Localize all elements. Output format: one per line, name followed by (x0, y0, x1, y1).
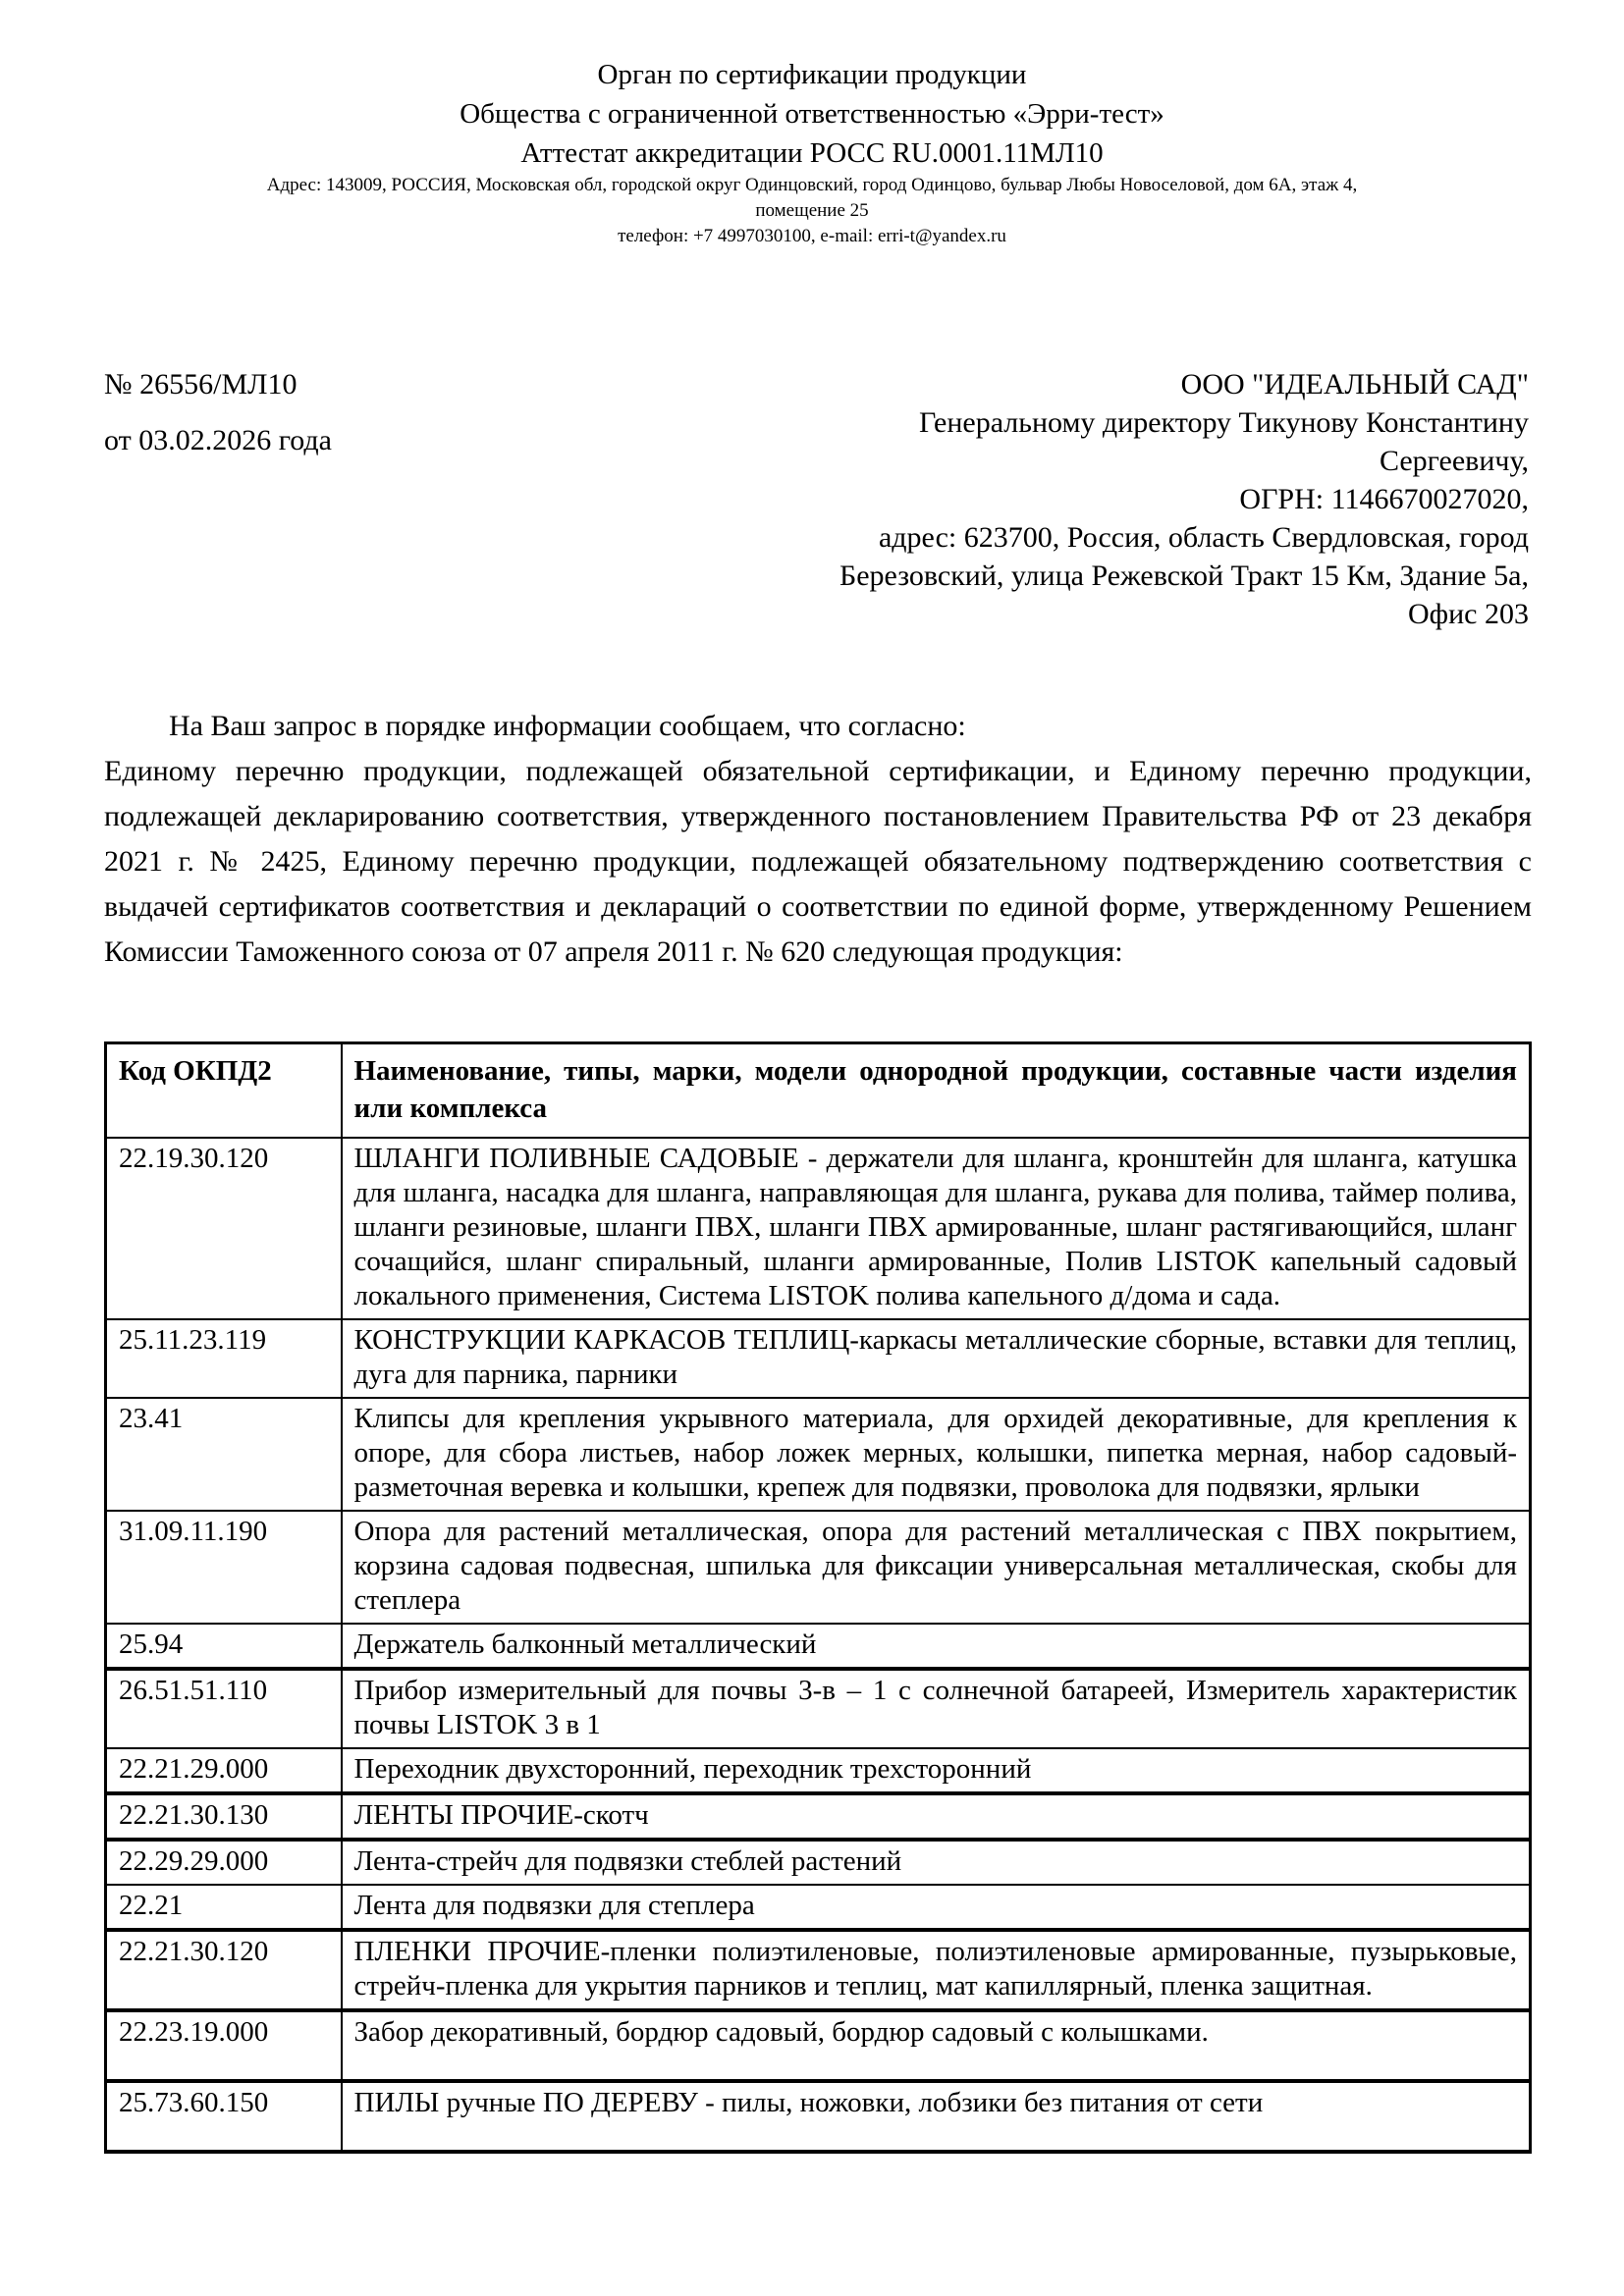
product-description: Опора для растений металлическая, опора для растений металлическая с ПВХ покрытием, корзина садовая подвесная, шпилька для фиксации универсальная металлическая, скобы для степлера (342, 1511, 1531, 1624)
table-row (106, 2010, 1531, 2081)
addressee-block (839, 365, 1529, 633)
column-header-okpd-code: Код ОКПД2 (106, 1043, 342, 1139)
okpd-code: 31.09.11.190 (106, 1511, 342, 1624)
table-header-row (106, 1043, 1531, 1139)
table-row (106, 1885, 1531, 1930)
table-row (106, 1840, 1531, 1885)
org-name-line-2: Общества с ограниченной ответственностью «Эрри-тест» (460, 98, 1164, 130)
product-description: Лента-стрейч для подвязки стеблей растений (342, 1840, 1531, 1885)
product-description: Прибор измерительный для почвы 3-в – 1 с солнечной батареей, Измеритель характеристик почвы LISTOK 3 в 1 (342, 1669, 1531, 1748)
product-description: Клипсы для крепления укрывного материала, для орхидей декоративные, для крепления к опоре, для сбора листьев, набор ложек мерных, колышки, пипетка мерная, набор садовый-разметочная веревка и колышки, крепеж для подвязки, проволока для подвязки, ярлыки (342, 1398, 1531, 1511)
okpd-code: 22.21.29.000 (106, 1748, 342, 1793)
okpd-table-body (106, 1138, 1531, 2152)
okpd-products-table (104, 1041, 1532, 2154)
addressee-line: ООО "ИДЕАЛЬНЫЙ САД" (1180, 368, 1529, 400)
table-row (106, 1748, 1531, 1793)
table-row (106, 1930, 1531, 2010)
table-row (106, 1138, 1531, 1319)
letter-number: № 26556/МЛ10 (104, 368, 298, 400)
intro-sentence: На Ваш запрос в порядке информации сообщаем, что согласно: (169, 710, 966, 742)
okpd-code: 26.51.51.110 (106, 1669, 342, 1748)
table-row (106, 1511, 1531, 1624)
table-row (106, 1669, 1531, 1748)
product-description: Переходник двухсторонний, переходник трехсторонний (342, 1748, 1531, 1793)
okpd-code: 22.21 (106, 1885, 342, 1930)
table-row (106, 1398, 1531, 1511)
addressee-line: адрес: 623700, Россия, область Свердловская, город (878, 521, 1529, 554)
product-description: ПЛЕНКИ ПРОЧИЕ-пленки полиэтиленовые, полиэтиленовые армированные, пузырьковые, стрейч-пленка для укрытия парников и теплиц, мат капиллярный, пленка защитная. (342, 1930, 1531, 2010)
letter-date: от 03.02.2026 года (104, 424, 332, 456)
table-row (106, 2081, 1531, 2152)
table-row (106, 1793, 1531, 1840)
column-header-product-name: Наименование, типы, марки, модели однородной продукции, составные части изделия или комплекса (342, 1043, 1531, 1139)
product-description: ПИЛЫ ручные ПО ДЕРЕВУ - пилы, ножовки, лобзики без питания от сети (342, 2081, 1531, 2152)
main-paragraph: Единому перечню продукции, подлежащей обязательной сертификации, и Единому перечню продукции, подлежащей декларированию соответствия, утвержденного постановлением Правительства РФ от 23 декабря 2021 г. № 2425, Единому перечню продукции, подлежащей обязательному подтверждению соответствия с выдачей сертификатов соответствия и деклараций о соответствии по единой форме, утвержденному Решением Комиссии Таможенного союза от 07 апреля 2011 г. № 620 следующая продукция: (104, 755, 1532, 968)
addressee-line: Сергеевичу, (1379, 445, 1529, 477)
product-description: ШЛАНГИ ПОЛИВНЫЕ САДОВЫЕ - держатели для шланга, кронштейн для шланга, катушка для шланга, насадка для шланга, направляющая для шланга, рукава для полива, таймер полива, шланги резиновые, шланги ПВХ, шланги ПВХ армированные, шланг растягивающийся, шланг сочащийся, шланг спиральный, шланги армированные, Полив LISTOK капельный садовый локального применения, Система LISTOK полива капельного д/дома и сада. (342, 1138, 1531, 1319)
addressee-line: ОГРН: 1146670027020, (1239, 483, 1529, 515)
letter-body (104, 704, 1532, 975)
table-row (106, 1319, 1531, 1398)
table-row (106, 1624, 1531, 1669)
org-contact-line: телефон: +7 4997030100, e-mail: erri-t@yandex.ru (618, 226, 1006, 246)
product-description: ЛЕНТЫ ПРОЧИЕ-скотч (342, 1793, 1531, 1840)
okpd-code: 25.94 (106, 1624, 342, 1669)
addressee-line: Генеральному директору Тикунову Константину (918, 406, 1529, 439)
reference-block (104, 365, 332, 460)
org-name-line-1: Орган по сертификации продукции (597, 59, 1027, 90)
okpd-code: 22.21.30.130 (106, 1793, 342, 1840)
okpd-code: 25.73.60.150 (106, 2081, 342, 2152)
okpd-code: 25.11.23.119 (106, 1319, 342, 1398)
reference-and-addressee (0, 365, 1624, 633)
org-address-line-2: помещение 25 (755, 200, 869, 221)
okpd-code: 23.41 (106, 1398, 342, 1511)
okpd-code: 22.29.29.000 (106, 1840, 342, 1885)
okpd-code: 22.21.30.120 (106, 1930, 342, 2010)
okpd-code: 22.19.30.120 (106, 1138, 342, 1319)
accreditation-line: Аттестат аккредитации РОСС RU.0001.11МЛ10 (520, 137, 1104, 169)
addressee-line: Офис 203 (1408, 598, 1529, 630)
product-description: КОНСТРУКЦИИ КАРКАСОВ ТЕПЛИЦ-каркасы металлические сборные, вставки для теплиц, дуга для парника, парники (342, 1319, 1531, 1398)
org-address-line-1: Адрес: 143009, РОССИЯ, Московская обл, городской округ Одинцовский, город Одинцово, бульвар Любы Новоселовой, дом 6А, этаж 4, (266, 175, 1358, 195)
okpd-code: 22.23.19.000 (106, 2010, 342, 2081)
product-description: Лента для подвязки для степлера (342, 1885, 1531, 1930)
addressee-line: Березовский, улица Режевской Тракт 15 Км, Здание 5а, (839, 560, 1529, 592)
product-description: Держатель балконный металлический (342, 1624, 1531, 1669)
letterhead (0, 0, 1624, 249)
product-description: Забор декоративный, бордюр садовый, бордюр садовый с колышками. (342, 2010, 1531, 2081)
